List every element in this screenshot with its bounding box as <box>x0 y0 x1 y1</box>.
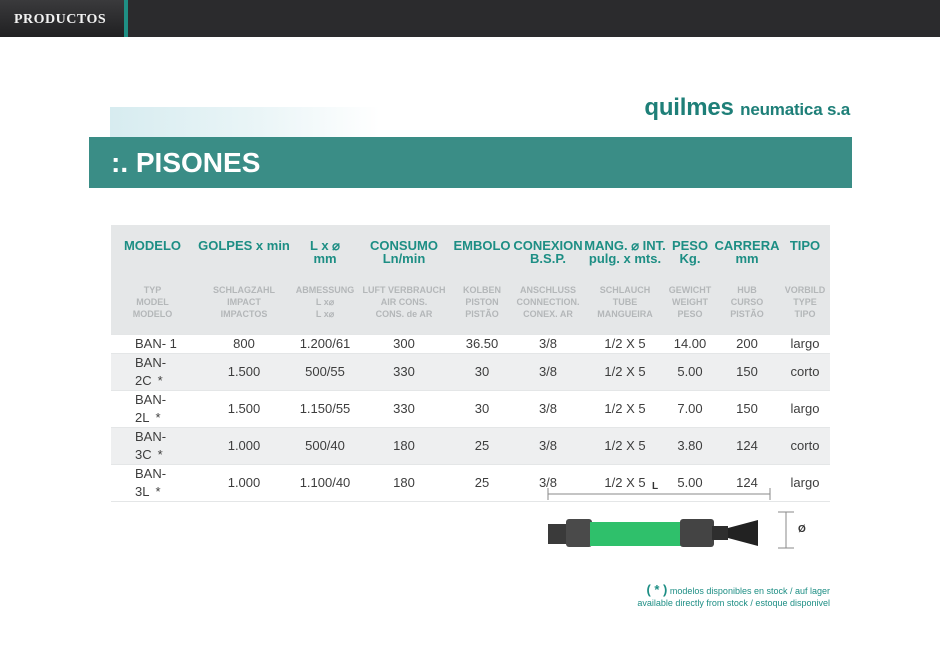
cell-consumo: 330 <box>356 391 452 428</box>
cell-conexion: 3/8 <box>512 391 584 428</box>
column-subheader: SCHLAUCH TUBE MANGUEIRA <box>584 284 666 335</box>
rammer-diagram <box>540 478 820 558</box>
cell-golpes: 1.000 <box>194 465 294 502</box>
column-header: EMBOLO <box>452 225 512 284</box>
rammer-foot <box>728 520 758 546</box>
column-header: L x ⌀ mm <box>294 225 356 284</box>
table-body <box>111 335 830 502</box>
column-subheader: KOLBEN PISTON PISTÃO <box>452 284 512 335</box>
cell-peso: 3.80 <box>666 428 714 465</box>
table-row <box>111 335 830 354</box>
cell-golpes: 1.500 <box>194 391 294 428</box>
cell-embolo: 30 <box>452 354 512 391</box>
rammer-body <box>590 522 682 546</box>
cell-carrera: 124 <box>714 428 780 465</box>
cell-embolo: 36.50 <box>452 335 512 354</box>
cell-peso: 5.00 <box>666 354 714 391</box>
footnote-line1: modelos disponibles en stock / auf lager <box>669 586 830 596</box>
cell-embolo: 30 <box>452 391 512 428</box>
brand-logo <box>644 94 850 122</box>
cell-lxd: 500/40 <box>294 428 356 465</box>
cell-carrera: 200 <box>714 335 780 354</box>
cell-golpes: 1.000 <box>194 428 294 465</box>
section-banner <box>89 137 852 188</box>
cell-consumo: 180 <box>356 465 452 502</box>
productos-tab[interactable] <box>0 0 128 37</box>
column-subheader: ABMESSUNG L x⌀ L x⌀ <box>294 284 356 335</box>
spec-table <box>111 225 830 502</box>
column-subheader: TYP MODEL MODELO <box>111 284 194 335</box>
top-bar <box>0 0 940 37</box>
column-header: MODELO <box>111 225 194 284</box>
cell-lxd: 500/55 <box>294 354 356 391</box>
cell-embolo: 25 <box>452 428 512 465</box>
table-row <box>111 391 830 428</box>
cell-peso: 14.00 <box>666 335 714 354</box>
rammer-cylinder <box>680 519 714 547</box>
cell-mang: 1/2 X 5 <box>584 391 666 428</box>
cell-embolo: 25 <box>452 465 512 502</box>
cell-peso: 5.00 <box>666 465 714 502</box>
cell-modelo: BAN- 3L * <box>111 465 194 502</box>
column-header: CARRERA mm <box>714 225 780 284</box>
cell-tipo: corto <box>780 354 830 391</box>
brand-name: quilmes <box>644 94 734 121</box>
footnote-asterisk: ( * ) <box>646 582 668 597</box>
cell-consumo: 180 <box>356 428 452 465</box>
column-subheader: ANSCHLUSS CONNECTION. CONEX. AR <box>512 284 584 335</box>
cell-conexion: 3/8 <box>512 335 584 354</box>
productos-tab-label: PRODUCTOS <box>14 12 107 27</box>
cell-carrera: 150 <box>714 354 780 391</box>
column-header: CONSUMO Ln/min <box>356 225 452 284</box>
cell-tipo: largo <box>780 465 830 502</box>
banner-gradient-accent <box>110 107 380 137</box>
length-label: L <box>652 481 659 492</box>
column-header: GOLPES x min <box>194 225 294 284</box>
cell-lxd: 1.200/61 <box>294 335 356 354</box>
column-header: TIPO <box>780 225 830 284</box>
table-header-row <box>111 225 830 284</box>
table-subheader-row <box>111 284 830 335</box>
cell-carrera: 150 <box>714 391 780 428</box>
footnote-line2: available directly from stock / estoque disponivel <box>637 598 830 608</box>
cell-tipo: corto <box>780 428 830 465</box>
stock-footnote <box>637 584 830 609</box>
column-header: PESO Kg. <box>666 225 714 284</box>
cell-golpes: 800 <box>194 335 294 354</box>
column-subheader: GEWICHT WEIGHT PESO <box>666 284 714 335</box>
column-subheader: LUFT VERBRAUCH AIR CONS. CONS. de AR <box>356 284 452 335</box>
cell-golpes: 1.500 <box>194 354 294 391</box>
cell-mang: 1/2 X 5 <box>584 335 666 354</box>
rammer-handle <box>548 524 568 544</box>
column-header: MANG. ⌀ INT. pulg. x mts. <box>584 225 666 284</box>
cell-conexion: 3/8 <box>512 354 584 391</box>
table-row <box>111 354 830 391</box>
cell-peso: 7.00 <box>666 391 714 428</box>
diameter-label: Ø <box>798 524 806 535</box>
cell-tipo: largo <box>780 335 830 354</box>
cell-mang: 1/2 X 5 <box>584 465 666 502</box>
brand-suffix: neumatica s.a <box>740 100 850 119</box>
column-header: CONEXION B.S.P. <box>512 225 584 284</box>
cell-consumo: 330 <box>356 354 452 391</box>
cell-modelo: BAN- 3C * <box>111 428 194 465</box>
cell-modelo: BAN- 2C * <box>111 354 194 391</box>
table-row <box>111 428 830 465</box>
cell-conexion: 3/8 <box>512 428 584 465</box>
column-subheader: HUB CURSO PISTÃO <box>714 284 780 335</box>
cell-modelo: BAN- 1 <box>111 335 194 354</box>
cell-modelo: BAN- 2L * <box>111 391 194 428</box>
cell-carrera: 124 <box>714 465 780 502</box>
cell-lxd: 1.100/40 <box>294 465 356 502</box>
cell-conexion: 3/8 <box>512 465 584 502</box>
cell-lxd: 1.150/55 <box>294 391 356 428</box>
column-subheader: VORBILD TYPE TIPO <box>780 284 830 335</box>
rammer-grip <box>566 519 592 547</box>
section-title: :. PISONES <box>111 147 261 178</box>
cell-mang: 1/2 X 5 <box>584 428 666 465</box>
cell-tipo: largo <box>780 391 830 428</box>
column-subheader: SCHLAGZAHL IMPACT IMPACTOS <box>194 284 294 335</box>
cell-consumo: 300 <box>356 335 452 354</box>
cell-mang: 1/2 X 5 <box>584 354 666 391</box>
